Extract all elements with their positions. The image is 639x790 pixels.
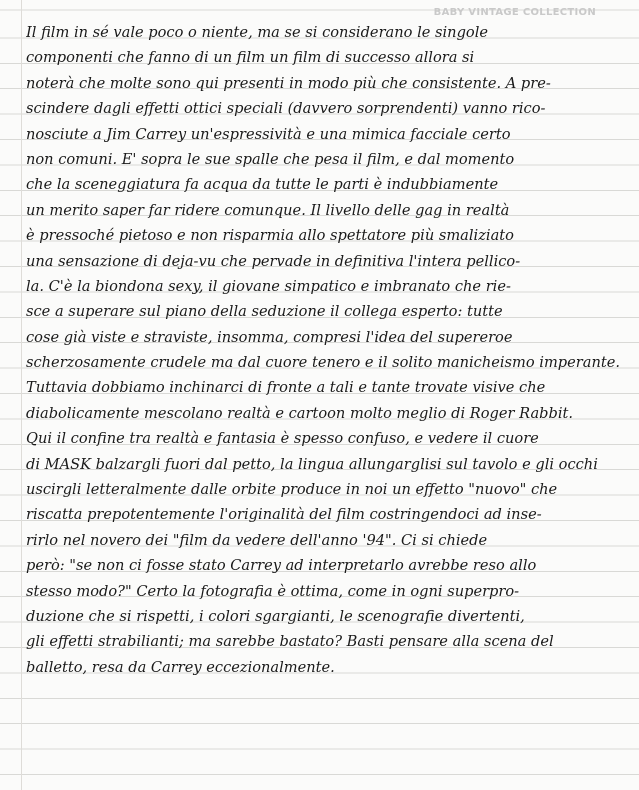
watermark: BABY VINTAGE COLLECTION xyxy=(433,7,596,18)
text-line: nosciute a Jim Carrey un'espressività e una mimica facciale certo xyxy=(26,125,511,143)
text-line: non comuni. E' sopra le sue spalle che pesa il film, e dal momento xyxy=(26,150,515,168)
text-line: gli effetti strabilianti; ma sarebbe bastato? Basti pensare alla scena del xyxy=(26,633,554,651)
text-line: uscirgli letteralmente dalle orbite produce in noi un effetto "nuovo" che xyxy=(26,481,558,499)
margin-line xyxy=(21,0,22,790)
text-line: stesso modo?" Certo la fotografia è ottima, come in ogni superpro- xyxy=(26,582,520,600)
text-line: scherzosamente crudele ma dal cuore tenero e il solito manicheismo imperante. xyxy=(26,354,620,372)
text-line: diabolicamente mescolano realtà e cartoon molto meglio di Roger Rabbit. xyxy=(26,404,574,422)
text-line: una sensazione di deja-vu che pervade in definitiva l'intera pellico- xyxy=(26,252,521,270)
text-line: un merito saper far ridere comunque. Il livello delle gag in realtà xyxy=(26,201,510,219)
text-line: balletto, resa da Carrey eccezionalmente. xyxy=(26,658,335,676)
text-line: scindere dagli effetti ottici speciali (davvero sorprendenti) vanno rico- xyxy=(26,100,546,118)
text-line: Tuttavia dobbiamo inchinarci di fronte a tali e tante trovate visive che xyxy=(26,379,546,397)
text-line: Qui il confine tra realtà e fantasia è spesso confuso, e vedere il cuore xyxy=(26,430,539,448)
text-line: però: "se non ci fosse stato Carrey ad interpretarlo avrebbe reso allo xyxy=(26,557,537,575)
text-line: noterà che molte sono qui presenti in modo più che consistente. A pre- xyxy=(26,74,551,92)
text-line: la. C'è la biondona sexy, il giovane simpatico e imbranato che rie- xyxy=(26,277,511,295)
text-line: rirlo nel novero dei "film da vedere dell'anno '94". Ci si chiede xyxy=(26,531,488,549)
text-line: che la sceneggiatura fa acqua da tutte le parti è indubbiamente xyxy=(26,176,499,194)
text-line: riscatta prepotentemente l'originalità del film costringendoci ad inse- xyxy=(26,506,542,524)
text-line: Il film in sé vale poco o niente, ma se si considerano le singole xyxy=(26,24,489,41)
text-line: cose già viste e straviste, insomma, compresi l'idea del supereroe xyxy=(26,328,513,346)
text-line: componenti che fanno di un film un film di successo allora si xyxy=(26,49,475,67)
text-line: di MASK balzargli fuori dal petto, la lingua allungarglisi sul tavolo e gli occhi xyxy=(26,455,598,473)
handwritten-text xyxy=(26,20,634,680)
text-line: duzione che si rispetti, i colori sgargianti, le scenografie divertenti, xyxy=(26,607,525,625)
text-line: sce a superare sul piano della seduzione il collega esperto: tutte xyxy=(26,303,503,321)
text-line: è pressoché pietoso e non risparmia allo spettatore più smaliziato xyxy=(26,227,514,245)
